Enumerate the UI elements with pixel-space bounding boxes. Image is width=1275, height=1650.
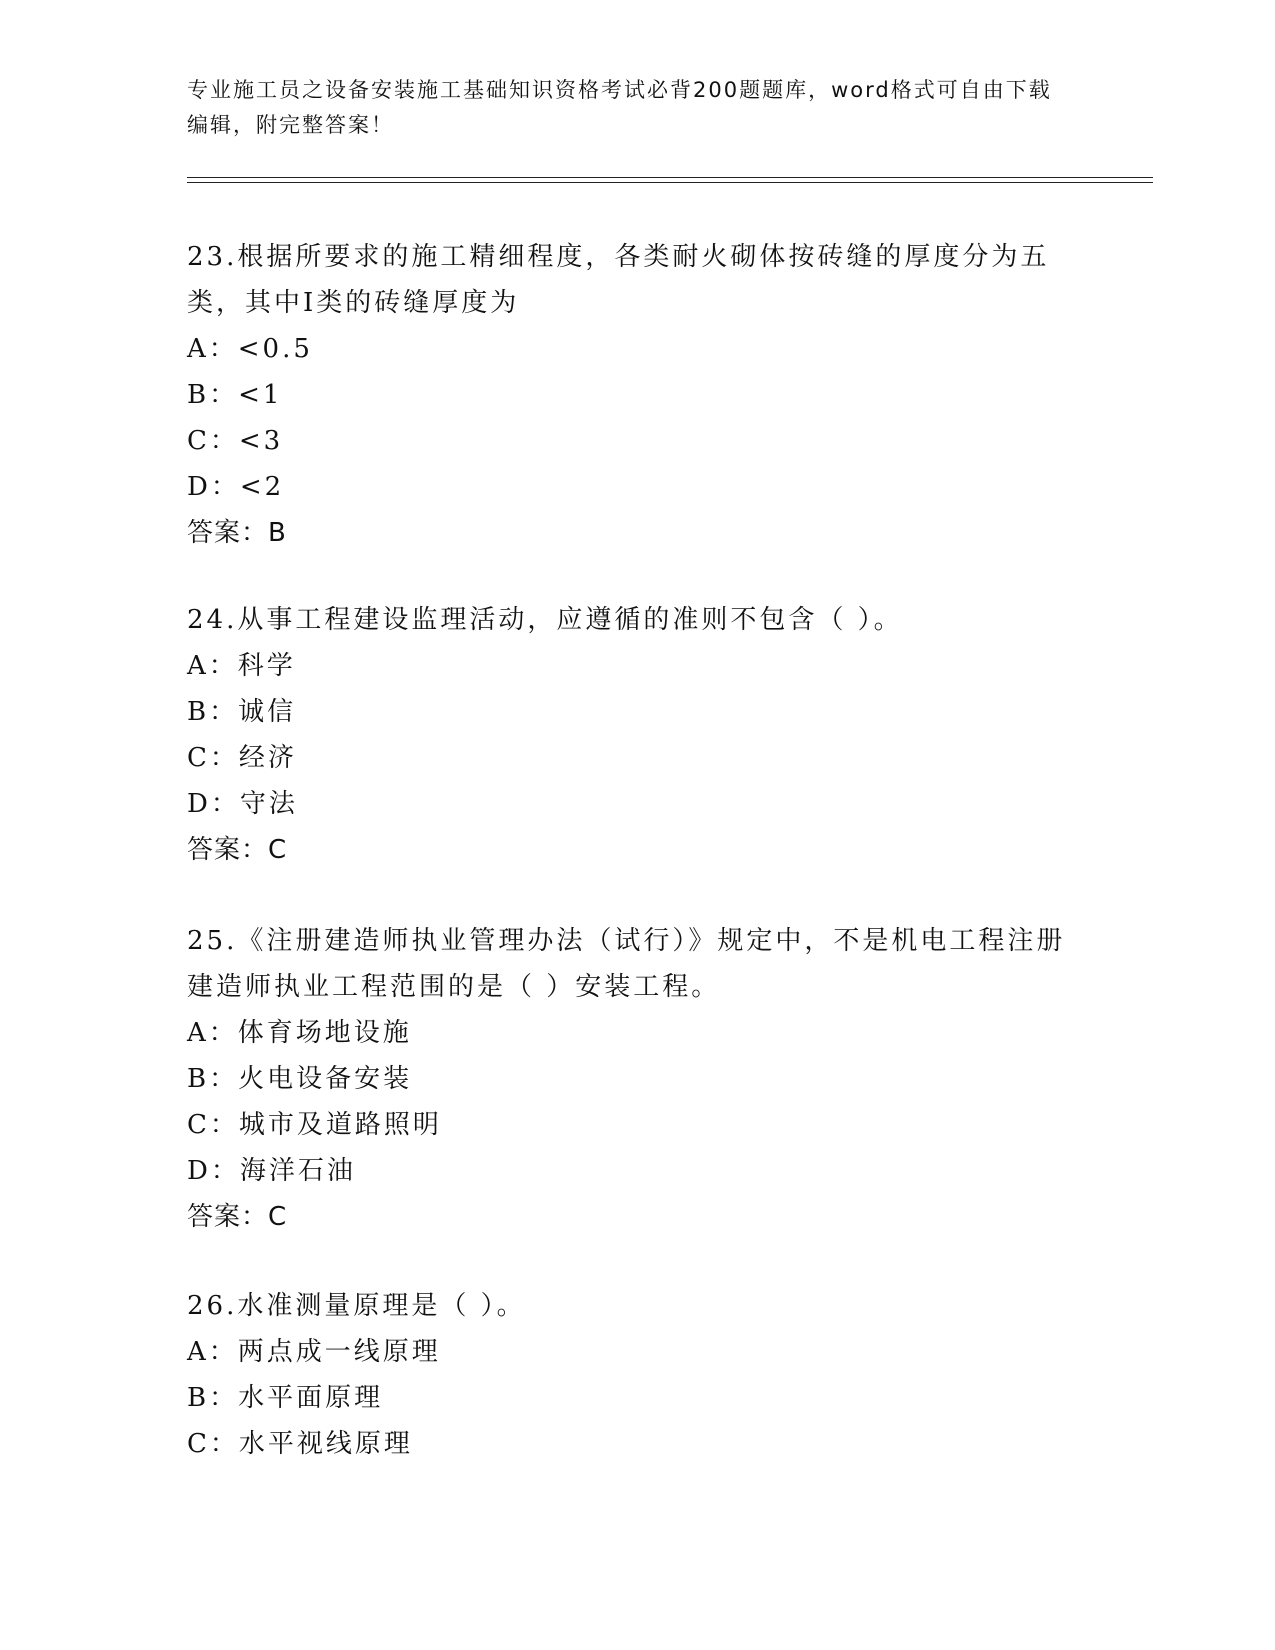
question-23 (187, 234, 1087, 556)
question-stem: 24.从事工程建设监理活动，应遵循的准则不包含（ ）。 (187, 605, 903, 635)
option-d: D：海洋石油 (187, 1156, 356, 1186)
question-25 (187, 918, 1087, 1240)
question-stem: 23.根据所要求的施工精细程度，各类耐火砌体按砖缝的厚度分为五类，其中Ⅰ类的砖缝厚度为 (187, 242, 1050, 318)
option-a: A：<0.5 (187, 334, 313, 364)
option-a: A：体育场地设施 (187, 1018, 412, 1048)
answer: 答案：C (187, 1202, 288, 1232)
question-24 (187, 597, 1087, 873)
document-header: 专业施工员之设备安装施工基础知识资格考试必背200题题库，word格式可自由下载编辑，附完整答案！ (187, 78, 1052, 137)
question-stem: 25.《注册建造师执业管理办法（试行）》规定中，不是机电工程注册建造师执业工程范围的是（ ）安装工程。 (187, 926, 1066, 1002)
option-c: C：<3 (187, 426, 284, 456)
answer: 答案：C (187, 835, 288, 865)
header-divider-bottom (187, 182, 1153, 183)
option-b: B：火电设备安装 (187, 1064, 413, 1094)
option-d: D：<2 (187, 472, 285, 502)
question-stem: 26.水准测量原理是（ ）。 (187, 1291, 526, 1321)
option-a: A：科学 (187, 651, 296, 681)
option-b: B：<1 (187, 380, 283, 410)
option-d: D：守法 (187, 789, 298, 819)
option-b: B：水平面原理 (187, 1383, 384, 1413)
option-c: C：城市及道路照明 (187, 1110, 442, 1140)
option-c: C：经济 (187, 743, 297, 773)
option-b: B：诚信 (187, 697, 297, 727)
question-26 (187, 1283, 1087, 1467)
option-a: A：两点成一线原理 (187, 1337, 441, 1367)
header-divider-top (187, 177, 1153, 178)
option-c: C：水平视线原理 (187, 1429, 413, 1459)
answer: 答案：B (187, 518, 287, 548)
